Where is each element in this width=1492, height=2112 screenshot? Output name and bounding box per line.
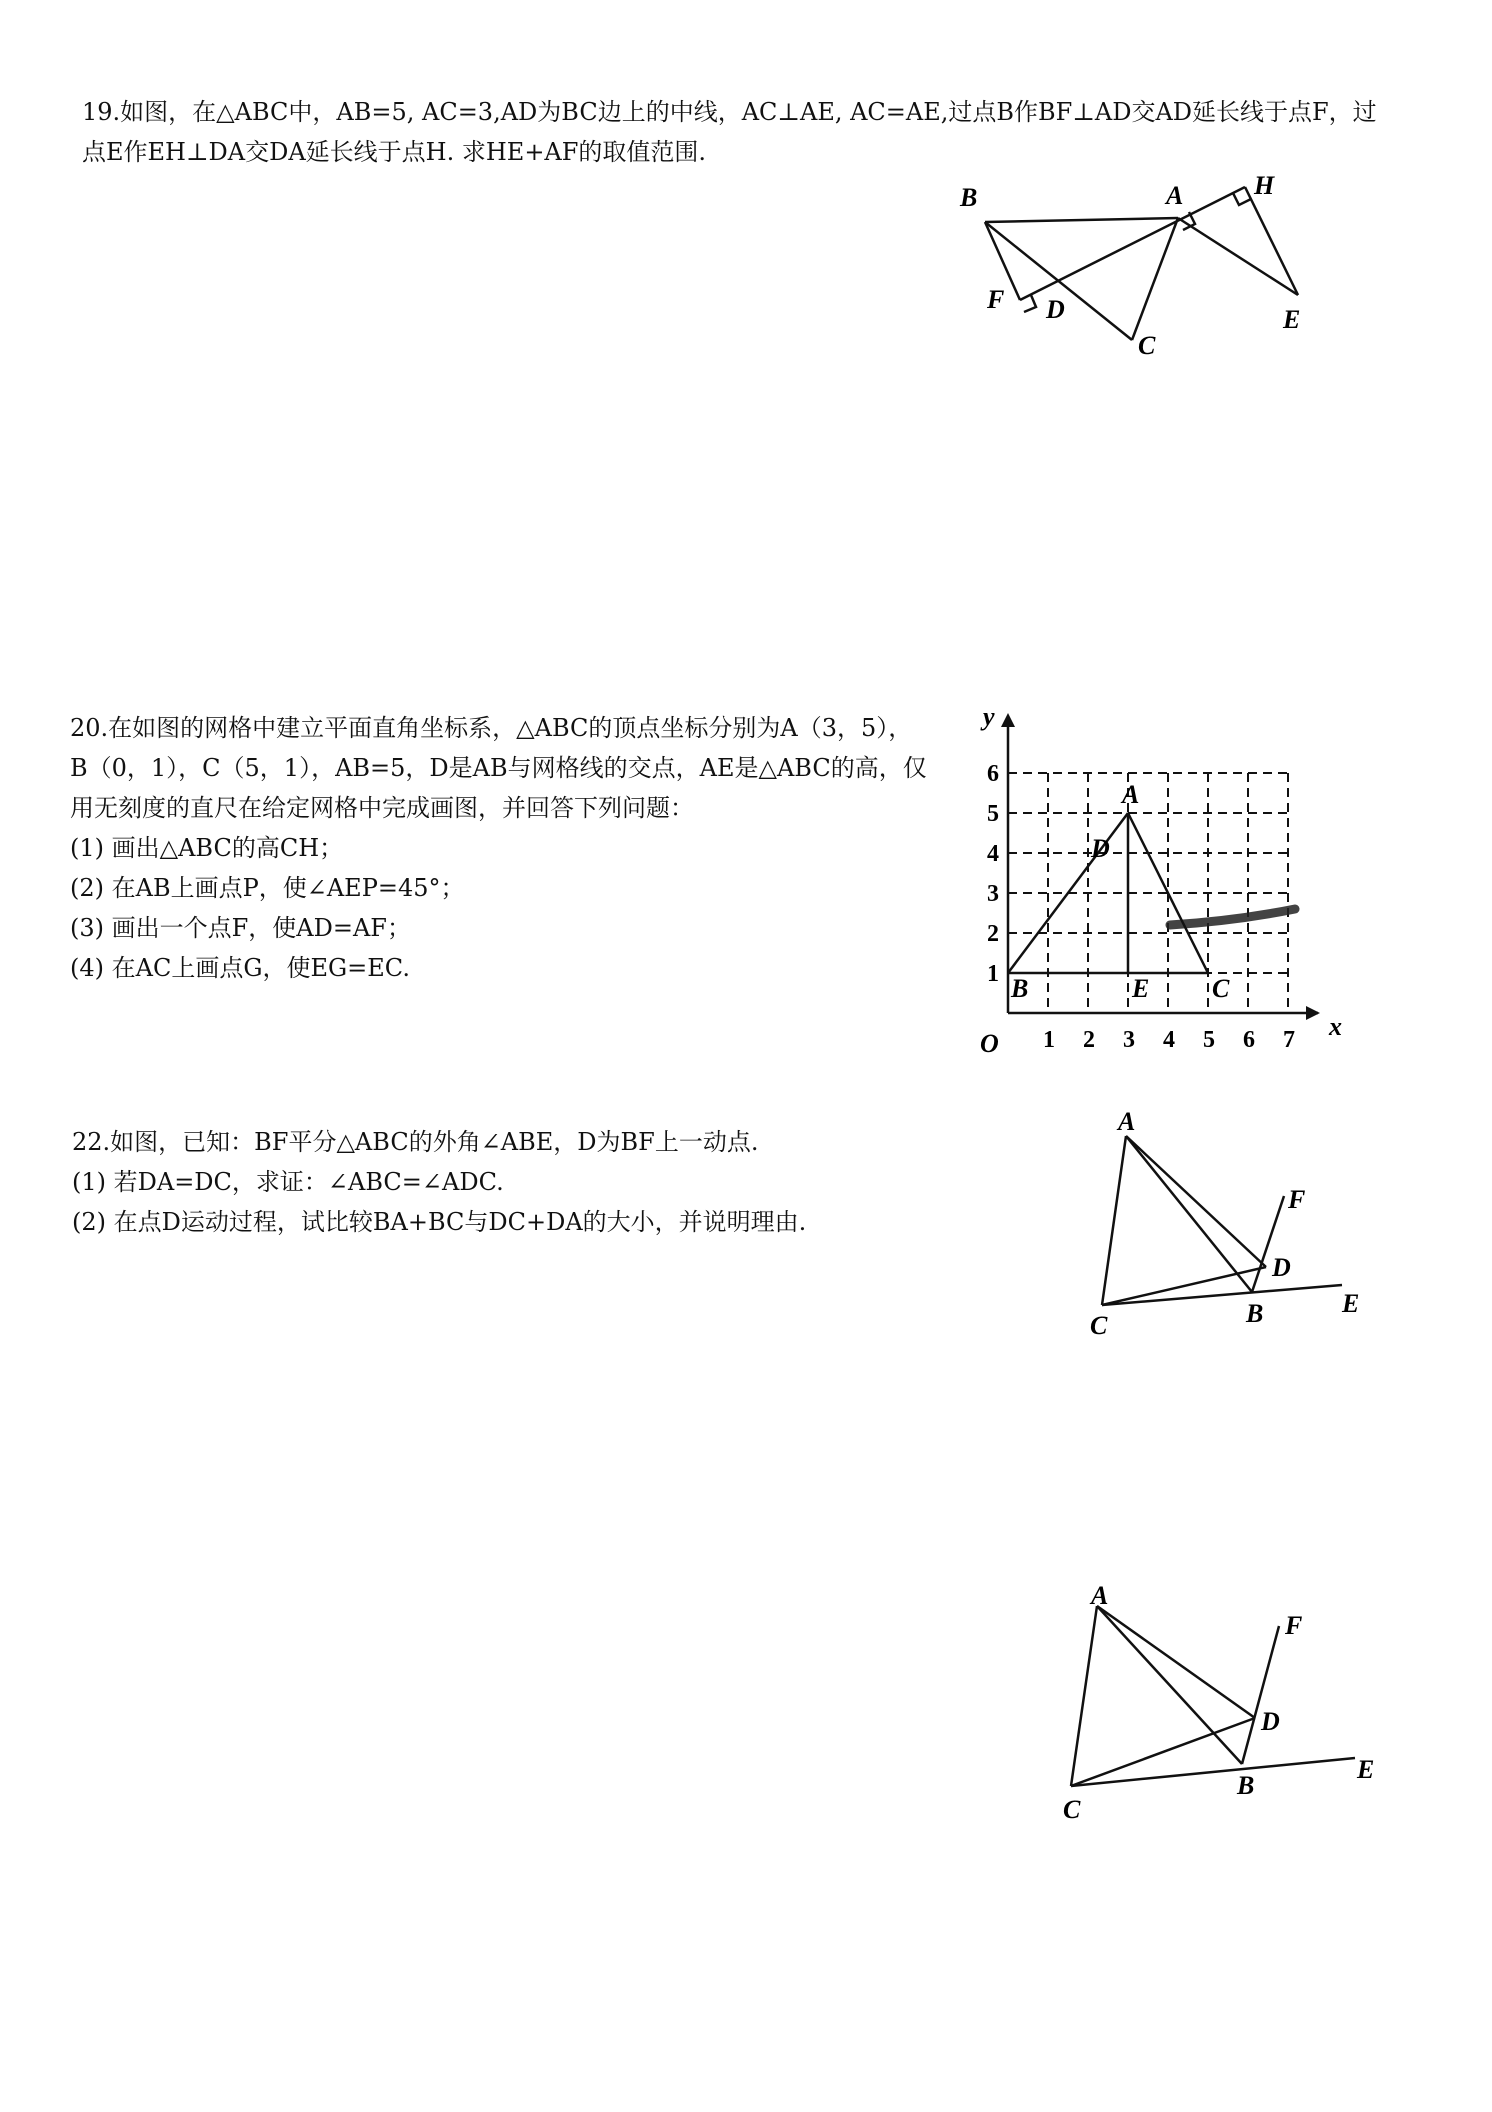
y-tick-1: 1 — [987, 961, 999, 987]
label-D: D — [1272, 1253, 1291, 1282]
x-tick-5: 5 — [1203, 1027, 1215, 1053]
x-tick-4: 4 — [1163, 1027, 1175, 1053]
q19-figure — [960, 170, 1340, 370]
q20-line-2: B（0，1），C（5，1），AB=5，D是AB与网格线的交点，AE是△ABC的高，仅 — [70, 754, 927, 782]
line-CE — [1071, 1758, 1355, 1786]
y-tick-2: 2 — [987, 921, 999, 947]
line-CE — [1102, 1285, 1342, 1305]
label-F: F — [1288, 1185, 1306, 1214]
segment-AC — [1132, 218, 1178, 340]
segment-AD — [1126, 1136, 1266, 1267]
x-tick-6: 6 — [1243, 1027, 1255, 1053]
x-tick-1: 1 — [1043, 1027, 1055, 1053]
ray-BF — [1242, 1626, 1279, 1764]
q19-line-2: 点E作EH⊥DA交DA延长线于点H. 求HE+AF的取值范围. — [82, 138, 707, 166]
label-A: A — [1118, 1107, 1136, 1136]
question-20-text — [70, 708, 927, 988]
label-C: C — [1090, 1311, 1108, 1340]
x-tick-3: 3 — [1123, 1027, 1135, 1053]
label-F: F — [1285, 1611, 1303, 1640]
q22-figure-2 — [1055, 1581, 1395, 1830]
label-D: D — [1261, 1707, 1280, 1736]
y-axis-label: y — [983, 702, 995, 731]
label-B: B — [1237, 1771, 1255, 1800]
point-label-E: E — [1132, 974, 1150, 1003]
q22-figure-1 — [1070, 1107, 1370, 1352]
q20-item-2: (2) 在AB上画点P，使∠AEP=45°； — [70, 874, 465, 902]
point-label-D: D — [1091, 834, 1110, 863]
q20-item-3: (3) 画出一个点F，使AD=AF； — [70, 914, 411, 942]
question-19-text — [82, 92, 1377, 172]
label-E: E — [1283, 305, 1301, 334]
label-B: B — [1246, 1299, 1264, 1328]
y-tick-6: 6 — [987, 761, 999, 787]
segment-FH — [1020, 187, 1245, 300]
q20-item-1: (1) 画出△ABC的高CH； — [70, 834, 344, 862]
label-C: C — [1063, 1795, 1081, 1824]
x-tick-2: 2 — [1083, 1027, 1095, 1053]
label-E: E — [1357, 1755, 1375, 1784]
q22-item-1: (1) 若DA=DC，求证：∠ABC=∠ADC. — [72, 1168, 504, 1196]
y-axis-arrow — [1001, 713, 1015, 727]
label-C: C — [1138, 331, 1156, 360]
x-axis-arrow — [1306, 1006, 1320, 1020]
label-B: B — [960, 183, 978, 212]
y-tick-3: 3 — [987, 881, 999, 907]
label-A: A — [1091, 1581, 1109, 1610]
x-tick-7: 7 — [1283, 1027, 1295, 1053]
y-tick-5: 5 — [987, 801, 999, 827]
q19-line-1: 19.如图，在△ABC中，AB=5, AC=3,AD为BC边上的中线，AC⊥AE, AC=AE,过点B作BF⊥AD交AD延长线于点F，过 — [82, 98, 1377, 126]
point-label-C: C — [1212, 974, 1230, 1003]
y-tick-4: 4 — [987, 841, 999, 867]
q20-coordinate-grid — [975, 695, 1355, 1058]
segment-AD — [1097, 1606, 1255, 1718]
label-F: F — [987, 285, 1005, 314]
x-axis-label: x — [1329, 1012, 1342, 1041]
segment-AC — [1102, 1136, 1126, 1305]
label-E: E — [1342, 1289, 1360, 1318]
q22-item-2: (2) 在点D运动过程，试比较BA+BC与DC+DA的大小，并说明理由. — [72, 1208, 807, 1236]
ink-smudge — [1170, 909, 1295, 925]
segment-AB — [1097, 1606, 1242, 1764]
q22-line-1: 22.如图，已知：BF平分△ABC的外角∠ABE，D为BF上一动点. — [72, 1128, 759, 1156]
label-A: A — [1166, 181, 1184, 210]
point-label-A: A — [1122, 780, 1140, 809]
q20-item-4: (4) 在AC上画点G，使EG=EC. — [70, 954, 410, 982]
segment-BA — [985, 218, 1178, 222]
q20-line-1: 20.在如图的网格中建立平面直角坐标系，△ABC的顶点坐标分别为A（3，5）， — [70, 714, 913, 742]
question-22-text — [72, 1122, 806, 1242]
label-H: H — [1254, 171, 1275, 200]
segment-AC — [1071, 1606, 1097, 1786]
q20-line-3: 用无刻度的直尺在给定网格中完成画图，并回答下列问题： — [70, 794, 694, 822]
segment-AB — [1126, 1136, 1252, 1292]
label-D: D — [1046, 295, 1065, 324]
point-label-B: B — [1011, 974, 1029, 1003]
origin-label: O — [980, 1029, 999, 1058]
